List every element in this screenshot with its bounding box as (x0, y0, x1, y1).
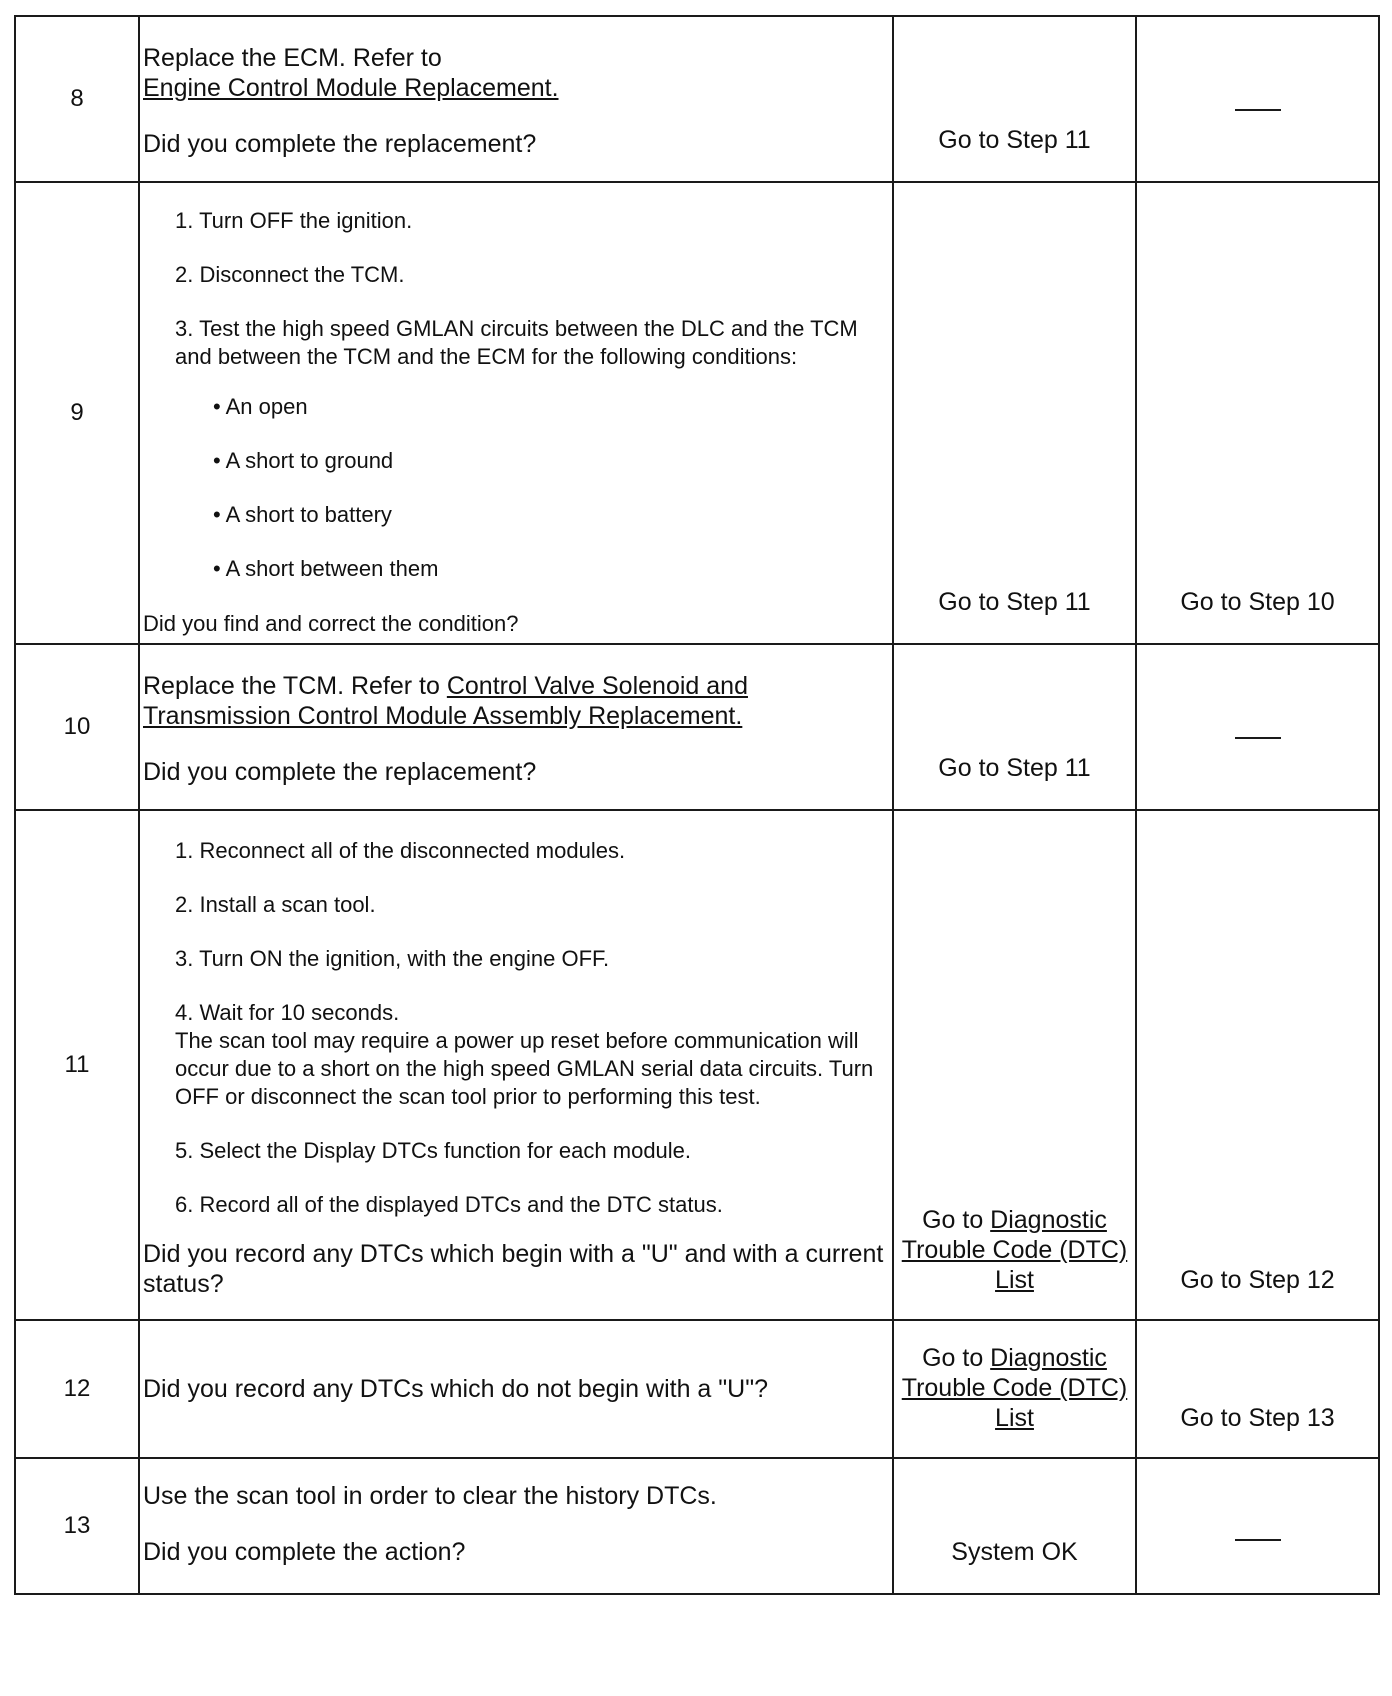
dash (1235, 737, 1281, 739)
substep-list (143, 207, 892, 583)
action-cell (139, 182, 893, 644)
list-item: 1. Reconnect all of the disconnected modules. (175, 838, 626, 863)
yes-cell: Go to Step 11 (893, 644, 1136, 810)
no-cell: Go to Step 10 (1136, 182, 1379, 644)
action-cell (139, 810, 893, 1320)
table-row (15, 16, 1379, 182)
step-number: 12 (15, 1320, 139, 1458)
no-cell: Go to Step 12 (1136, 810, 1379, 1320)
table-row (15, 1320, 1379, 1458)
list-item: 5. Select the Display DTCs function for each module. (175, 1138, 692, 1163)
list-item: 2. Install a scan tool. (175, 892, 376, 917)
yes-cell (893, 1320, 1136, 1458)
no-cell (1136, 644, 1379, 810)
step-number: 13 (15, 1458, 139, 1594)
list-item: 6. Record all of the displayed DTCs and the DTC status. (175, 1192, 723, 1217)
step-number: 11 (15, 810, 139, 1320)
list-item: 3. Turn ON the ignition, with the engine OFF. (175, 946, 610, 971)
dtc-list-link[interactable]: Diagnostic Trouble Code (DTC) List (901, 1206, 1128, 1294)
note-text: The scan tool may require a power up reset before communication will occur due to a short on the high speed GMLAN serial data circuits. Turn OFF or disconnect the scan tool prior to performing this test. (175, 1028, 874, 1109)
list-item: • An open (213, 393, 892, 421)
no-cell: Go to Step 13 (1136, 1320, 1379, 1458)
step-number: 10 (15, 644, 139, 810)
action-cell (139, 1458, 893, 1594)
table-row (15, 644, 1379, 810)
question-text: Did you complete the replacement? (143, 758, 537, 786)
substep-text: 3. Test the high speed GMLAN circuits between the DLC and the TCM and between the TCM and the ECM for the following conditions: (175, 316, 858, 369)
condition-list (175, 393, 892, 583)
list-item: 2. Disconnect the TCM. (175, 262, 405, 287)
step-number: 8 (15, 16, 139, 182)
yes-cell: System OK (893, 1458, 1136, 1594)
ecm-replacement-link[interactable]: Engine Control Module Replacement. (143, 74, 559, 102)
tcm-replacement-link[interactable]: Control Valve Solenoid and Transmission Control Module Assembly Replacement. (143, 672, 748, 730)
question-text: Did you record any DTCs which do not begin with a "U"? (143, 1375, 768, 1403)
no-cell (1136, 16, 1379, 182)
question-text: Did you complete the action? (143, 1538, 466, 1566)
yes-cell: Go to Step 11 (893, 16, 1136, 182)
question-text: Did you find and correct the condition? (143, 611, 519, 636)
action-cell (139, 16, 893, 182)
yes-prefix: Go to (922, 1344, 991, 1372)
dtc-list-link[interactable]: Diagnostic Trouble Code (DTC) List (901, 1344, 1128, 1432)
list-item: • A short between them (213, 555, 892, 583)
list-item (175, 315, 892, 583)
dash (1235, 1539, 1281, 1541)
list-item (175, 999, 892, 1111)
action-cell (139, 1320, 893, 1458)
table-row (15, 810, 1379, 1320)
substep-list (143, 837, 892, 1219)
step-number: 9 (15, 182, 139, 644)
table-row (15, 182, 1379, 644)
yes-prefix: Go to (922, 1206, 991, 1234)
no-cell (1136, 1458, 1379, 1594)
list-item: • A short to battery (213, 501, 892, 529)
action-text: Replace the ECM. Refer to (143, 44, 442, 72)
dash (1235, 109, 1281, 111)
substep-text: 4. Wait for 10 seconds. (175, 1000, 400, 1025)
question-text: Did you record any DTCs which begin with a "U" and with a current status? (143, 1240, 884, 1298)
question-text: Did you complete the replacement? (143, 130, 537, 158)
table-row (15, 1458, 1379, 1594)
action-text: Use the scan tool in order to clear the history DTCs. (143, 1482, 717, 1510)
list-item: 1. Turn OFF the ignition. (175, 208, 413, 233)
list-item: • A short to ground (213, 447, 892, 475)
yes-cell (893, 810, 1136, 1320)
diagnostic-table (14, 15, 1380, 1595)
action-text: Replace the TCM. Refer to (143, 672, 447, 700)
yes-cell: Go to Step 11 (893, 182, 1136, 644)
action-cell (139, 644, 893, 810)
